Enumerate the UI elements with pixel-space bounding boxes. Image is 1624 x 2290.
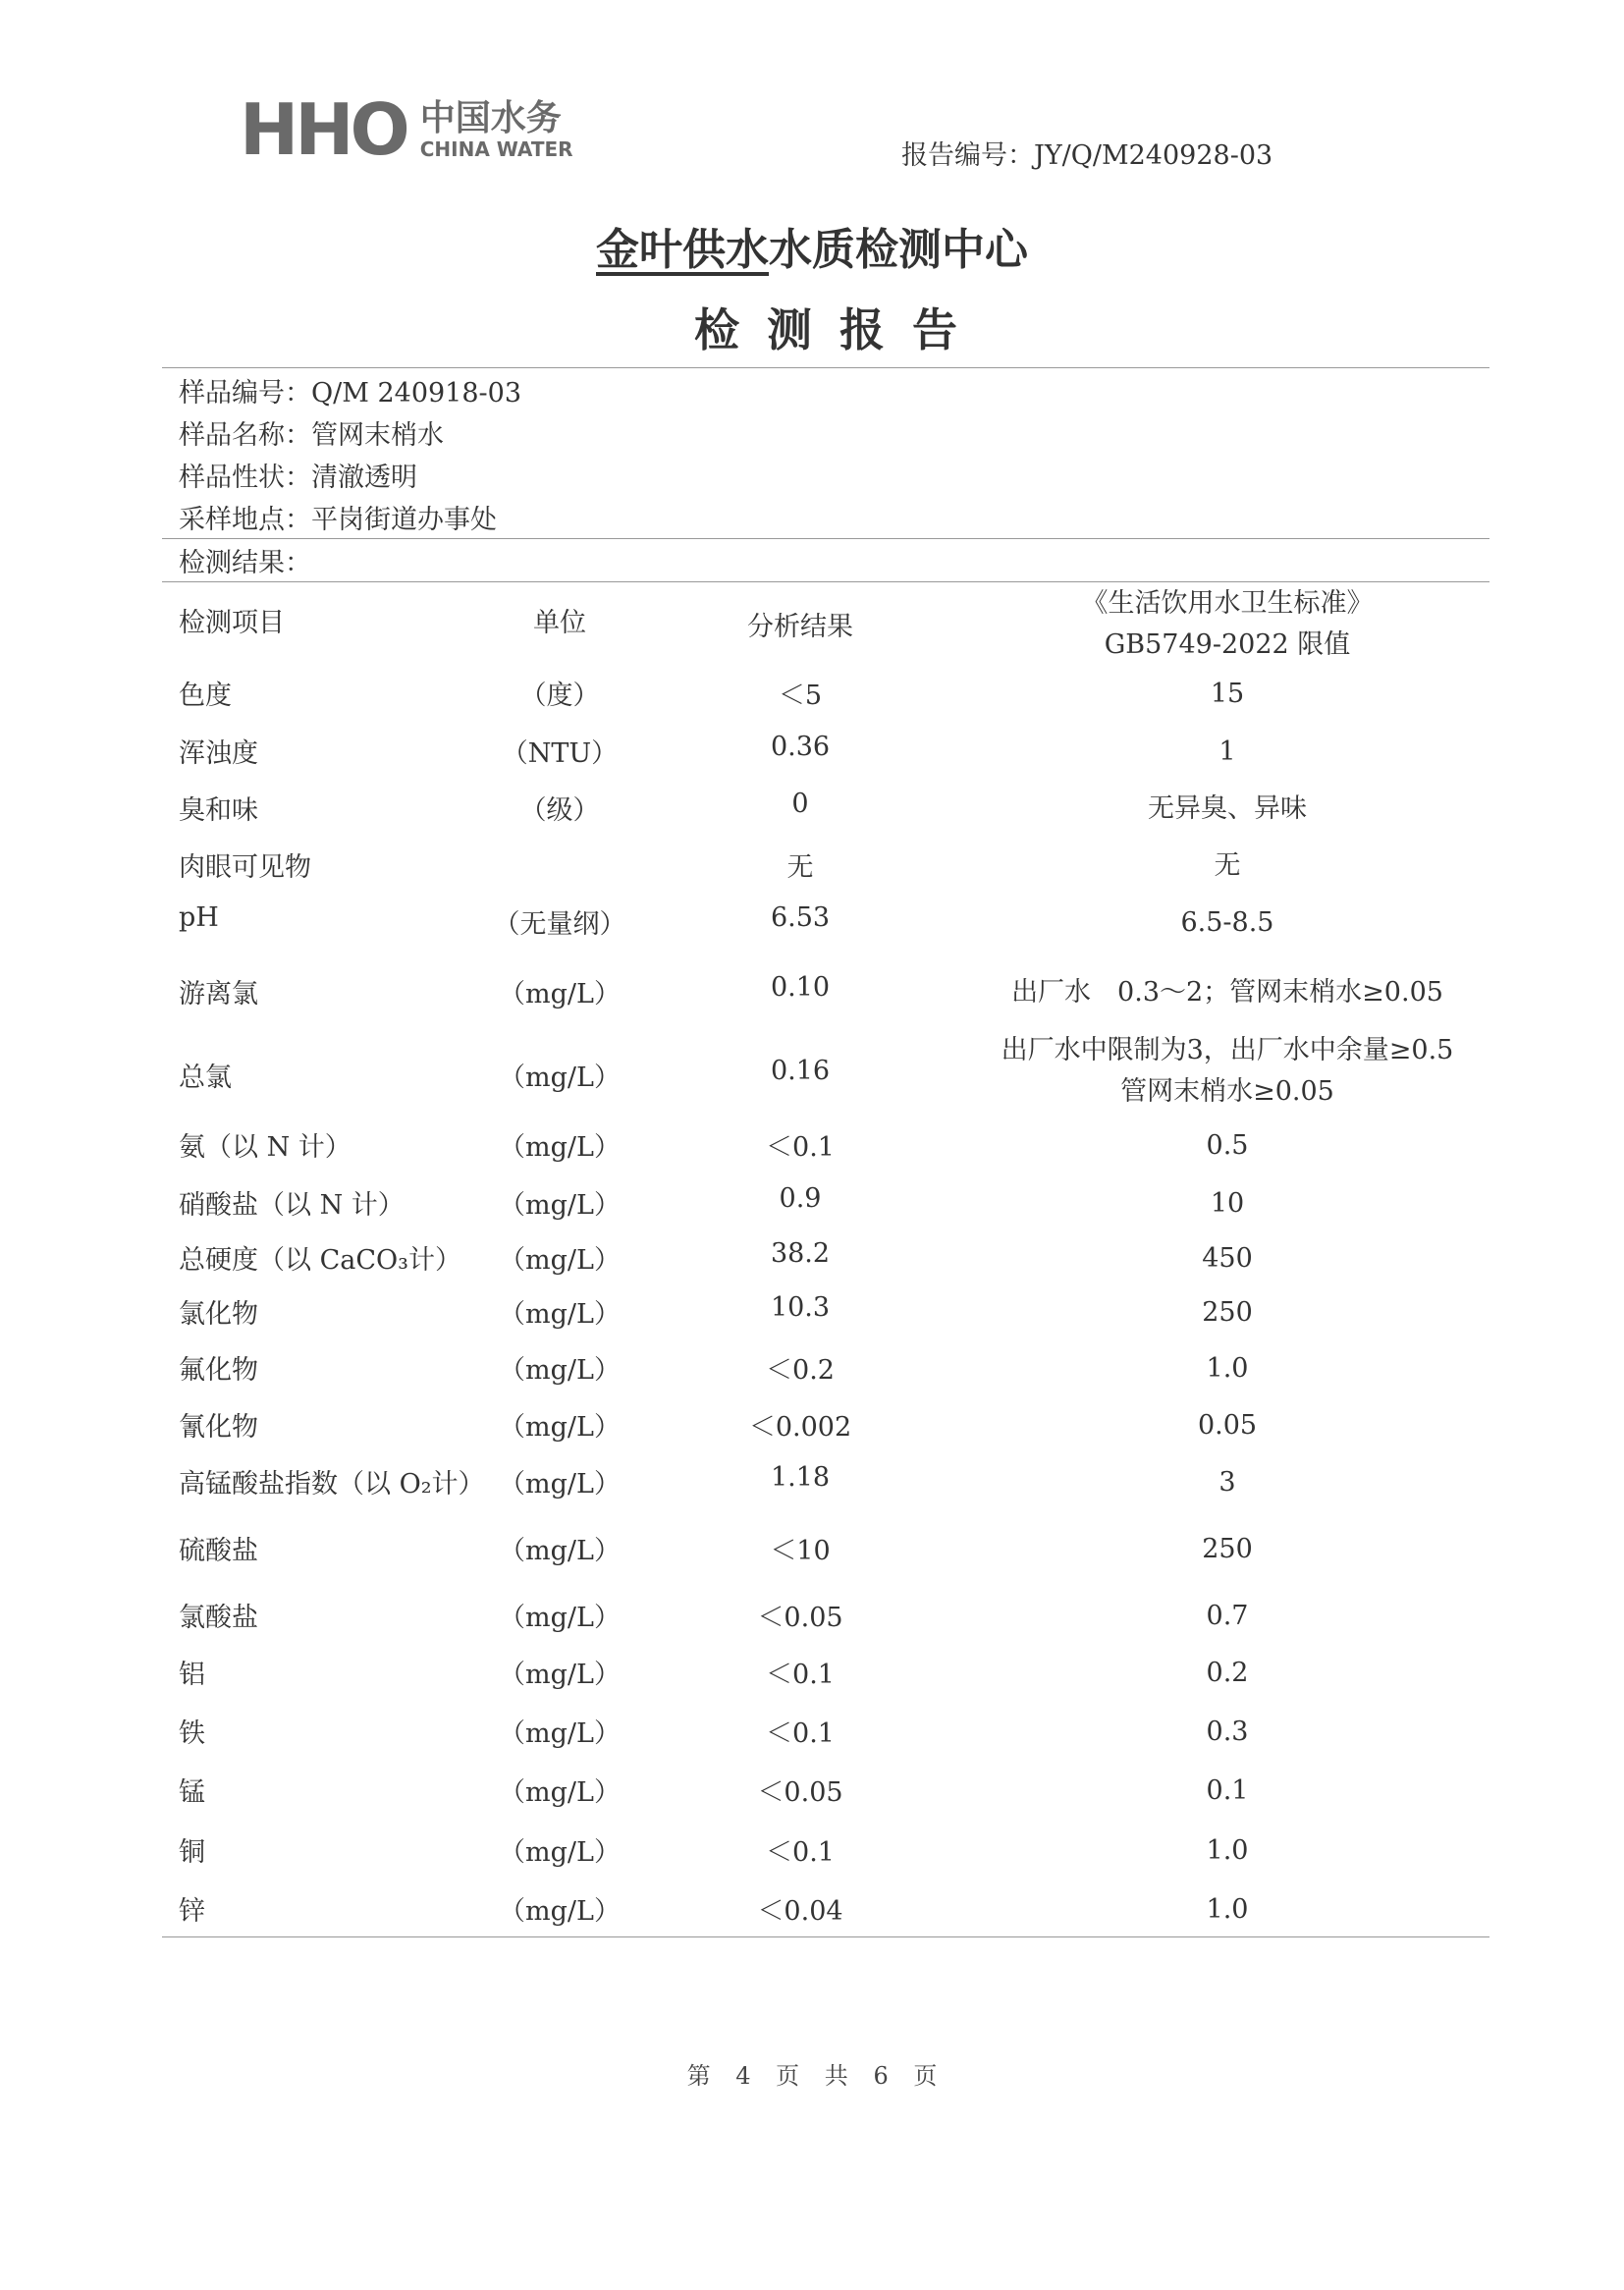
row-result: 38.2 (770, 1238, 831, 1269)
row-result: ＜0.002 (748, 1412, 852, 1443)
row-limit-line2: 管网末梢水≥0.05 (1120, 1076, 1334, 1107)
header-standard-line1: 《生活饮用水卫生标准》 (1081, 588, 1374, 619)
row-item: 氯化物 (179, 1299, 258, 1330)
row-limit: 1 (1218, 736, 1236, 767)
row-item: 硝酸盐（以 N 计） (179, 1190, 405, 1221)
row-unit: （mg/L） (499, 1299, 621, 1330)
row-item: pH (179, 902, 219, 933)
row-item: 氨（以 N 计） (179, 1132, 352, 1163)
row-item: 氟化物 (179, 1355, 258, 1386)
row-result: ＜0.05 (757, 1603, 843, 1633)
header-standard-line2: GB5749-2022 限值 (1104, 629, 1351, 660)
row-item: 铝 (179, 1660, 205, 1690)
row-unit: （mg/L） (499, 1660, 621, 1690)
header-unit: 单位 (533, 608, 586, 638)
divider-bottom (162, 1936, 1489, 1937)
row-unit: （mg/L） (499, 1190, 621, 1221)
divider-results (162, 538, 1489, 539)
logo-cn: 中国水务 (419, 98, 562, 139)
logo-en: CHINA WATER (419, 136, 573, 161)
logo-text (420, 99, 573, 160)
row-item: 氯酸盐 (179, 1603, 258, 1633)
row-result: 10.3 (770, 1292, 831, 1323)
divider-top (162, 367, 1489, 368)
row-unit: （mg/L） (499, 1777, 621, 1808)
row-unit: （mg/L） (499, 979, 621, 1009)
row-limit: 15 (1210, 679, 1245, 709)
table-header (0, 588, 1624, 680)
row-item: 硫酸盐 (179, 1536, 258, 1566)
row-result: 0.9 (779, 1183, 822, 1214)
row-result: 无 (786, 852, 814, 883)
row-limit: 1.0 (1206, 1835, 1249, 1866)
row-limit: 1.0 (1206, 1894, 1249, 1925)
row-result: 6.53 (770, 902, 831, 933)
row-limit: 250 (1202, 1297, 1253, 1328)
row-item: 臭和味 (179, 795, 258, 826)
row-unit: （级） (519, 795, 600, 826)
row-result: ＜0.04 (757, 1896, 843, 1927)
row-limit: 0.05 (1197, 1410, 1258, 1441)
row-limit: 0.2 (1206, 1658, 1249, 1688)
row-result: ＜10 (770, 1536, 831, 1566)
row-limit: 6.5-8.5 (1180, 907, 1274, 938)
sample-state: 样品性状：清澈透明 (179, 463, 417, 493)
row-unit: （mg/L） (499, 1132, 621, 1163)
sample-number: 样品编号：Q/M 240918-03 (179, 378, 522, 409)
row-unit: （mg/L） (499, 1469, 621, 1499)
row-item: 铁 (179, 1718, 205, 1749)
row-limit: 450 (1202, 1243, 1253, 1274)
header-standard (943, 583, 1512, 666)
center-name-rest: 水质检测中心 (769, 225, 1028, 275)
row-limit: 0.5 (1206, 1130, 1249, 1161)
row-limit: 3 (1218, 1467, 1236, 1498)
row-unit: （无量纲） (493, 909, 626, 940)
report-number: 报告编号：JY/Q/M240928-03 (901, 140, 1273, 171)
row-limit-line1: 出厂水中限制为3，出厂水中余量≥0.5 (1001, 1035, 1454, 1065)
row-limit (943, 1030, 1512, 1113)
row-item: 高锰酸盐指数（以 O₂计） (179, 1469, 485, 1499)
row-result: 0.10 (770, 972, 831, 1003)
row-result: ＜5 (778, 681, 823, 711)
row-item: 肉眼可见物 (179, 852, 311, 883)
logo-mark: HHO (240, 88, 406, 171)
header-item: 检测项目 (179, 608, 285, 638)
row-item: 铜 (179, 1837, 205, 1868)
row-result: ＜0.1 (766, 1660, 835, 1690)
row-unit: （度） (519, 681, 600, 711)
document-title: 检测报告 (694, 303, 985, 356)
row-limit: 0.3 (1206, 1717, 1249, 1747)
row-result: 1.18 (770, 1462, 831, 1493)
results-label: 检测结果： (179, 548, 311, 578)
sampling-site: 采样地点：平岗街道办事处 (179, 505, 497, 535)
row-limit: 无 (1214, 850, 1241, 881)
center-name (0, 214, 1624, 277)
company-logo (240, 88, 573, 171)
row-item: 氰化物 (179, 1412, 258, 1443)
row-limit: 10 (1210, 1188, 1245, 1219)
row-result: ＜0.1 (766, 1837, 835, 1868)
row-item: 锰 (179, 1777, 205, 1808)
row-item: 色度 (179, 681, 232, 711)
row-result: ＜0.05 (757, 1777, 843, 1808)
divider-header (162, 581, 1489, 582)
row-unit: （mg/L） (499, 1412, 621, 1443)
row-unit: （mg/L） (499, 1896, 621, 1927)
row-unit: （mg/L） (499, 1603, 621, 1633)
row-limit: 0.1 (1206, 1775, 1249, 1806)
page-number: 第 4 页 共 6 页 (686, 2062, 938, 2090)
row-unit: （mg/L） (499, 1837, 621, 1868)
row-result: ＜0.1 (766, 1132, 835, 1163)
row-result: 0.16 (770, 1056, 831, 1086)
row-unit: （mg/L） (499, 1718, 621, 1749)
row-unit: （mg/L） (499, 1063, 621, 1093)
row-limit: 250 (1202, 1534, 1253, 1564)
row-limit: 出厂水 0.3～2；管网末梢水≥0.05 (1011, 977, 1443, 1008)
row-limit: 无异臭、异味 (1148, 793, 1307, 824)
row-item: 游离氯 (179, 979, 258, 1009)
row-result: 0 (791, 789, 809, 819)
row-item: 浑浊度 (179, 738, 258, 769)
row-limit: 0.7 (1206, 1601, 1249, 1631)
row-item: 锌 (179, 1896, 205, 1927)
row-unit: （mg/L） (499, 1355, 621, 1386)
sample-name: 样品名称：管网末梢水 (179, 420, 444, 451)
row-unit: （mg/L） (499, 1245, 621, 1276)
row-item: 总硬度（以 CaCO₃计） (179, 1245, 461, 1276)
row-item: 总氯 (179, 1063, 232, 1093)
row-unit: （NTU） (501, 738, 619, 769)
row-unit: （mg/L） (499, 1536, 621, 1566)
row-limit: 1.0 (1206, 1353, 1249, 1384)
row-result: ＜0.1 (766, 1718, 835, 1749)
center-name-underlined: 金叶供水 (596, 225, 769, 275)
row-result: 0.36 (770, 732, 831, 762)
header-result: 分析结果 (747, 612, 853, 642)
row-result: ＜0.2 (766, 1355, 835, 1386)
